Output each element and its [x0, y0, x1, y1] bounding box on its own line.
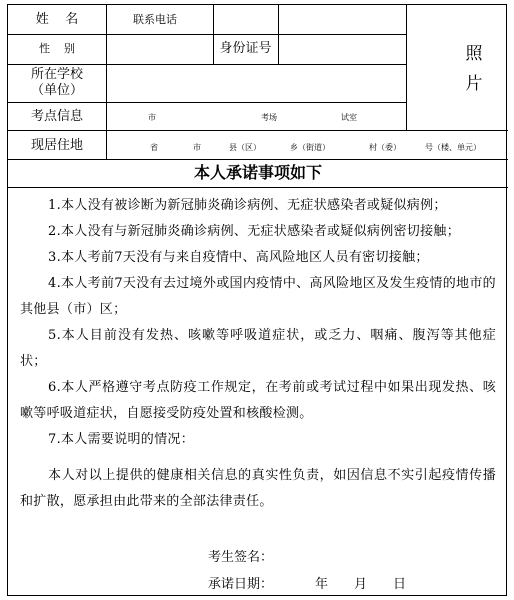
phone-field[interactable] [280, 6, 404, 33]
row-divider [8, 130, 508, 131]
row-divider [8, 102, 406, 103]
addr-province-unit: 省 [150, 143, 158, 152]
date-year-unit: 年 [315, 577, 329, 592]
photo-label-line1: 照 [465, 44, 483, 64]
gender-label: 性 别 [39, 42, 75, 55]
exam-label: 考点信息 [30, 109, 83, 124]
pledge-item-2: 2.本人没有与新冠肺炎确诊病例、无症状感染者或疑似病例密切接触； [48, 224, 461, 239]
name-label: 姓 名 [35, 12, 79, 27]
col-divider [106, 5, 107, 159]
name-field[interactable] [108, 6, 211, 33]
exam-city-unit: 市 [148, 113, 156, 122]
responsibility-statement: 本人对以上提供的健康相关信息的真实性负责，如因信息不实引起疫情传播和扩散，愿承担由此带来的全部法律责任。 [20, 468, 496, 509]
row-divider [8, 159, 508, 160]
id-label: 身份证号 [219, 41, 272, 56]
addr-village-unit: 村（委） [369, 143, 401, 152]
date-month-unit: 月 [354, 577, 368, 592]
photo-label-line2: 片 [465, 74, 483, 94]
pledge-item-7: 7.本人需要说明的情况： [48, 432, 195, 447]
addr-county-unit: 县（区） [229, 143, 261, 152]
pledge-item-6: 6.本人严格遵守考点防疫工作规定，在考前或考试过程中如果出现发热、咳嗽等呼吸道症状，自愿接受防疫处置和核酸检测。 [20, 380, 496, 421]
gender-field[interactable] [108, 36, 211, 63]
id-field[interactable] [280, 36, 404, 63]
signature-field[interactable] [278, 545, 478, 567]
pledge-title: 本人承诺事项如下 [193, 163, 322, 182]
addr-town-unit: 乡（街道） [290, 143, 330, 152]
school-label-line2: （单位） [30, 83, 83, 98]
pledge-item-4: 4.本人考前7天没有去过境外或国内疫情中、高风险地区及发生疫情的地市的其他县（市）区； [20, 276, 496, 317]
pledge-item-3: 3.本人考前7天没有与来自疫情中、高风险地区人员有密切接触； [48, 250, 429, 265]
school-label-line1: 所在学校 [30, 67, 83, 82]
col-divider [406, 5, 407, 130]
col-divider [213, 5, 214, 64]
pledge-form [7, 4, 507, 596]
school-field[interactable] [108, 66, 404, 102]
pledge-item-5: 5.本人目前没有发热、咳嗽等呼吸道症状，或乏力、咽痛、腹泻等其他症状； [20, 328, 496, 369]
pledge-item-1: 1.本人没有被诊断为新冠肺炎确诊病例、无症状感染者或疑似病例； [48, 198, 447, 213]
addr-number-unit: 号（楼、单元） [425, 143, 481, 152]
exam-room-unit: 试室 [341, 113, 357, 122]
row-divider [8, 64, 406, 65]
row-divider [8, 34, 406, 35]
exam-site-unit: 考场 [261, 113, 277, 122]
date-day-unit: 日 [393, 577, 407, 592]
addr-city-unit: 市 [193, 143, 201, 152]
address-label: 现居住地 [30, 138, 83, 153]
row-divider [8, 187, 508, 188]
phone-label: 联系电话 [133, 13, 177, 26]
col-divider [278, 5, 279, 64]
date-label: 承诺日期： [208, 577, 274, 592]
signature-label: 考生签名： [208, 550, 274, 565]
